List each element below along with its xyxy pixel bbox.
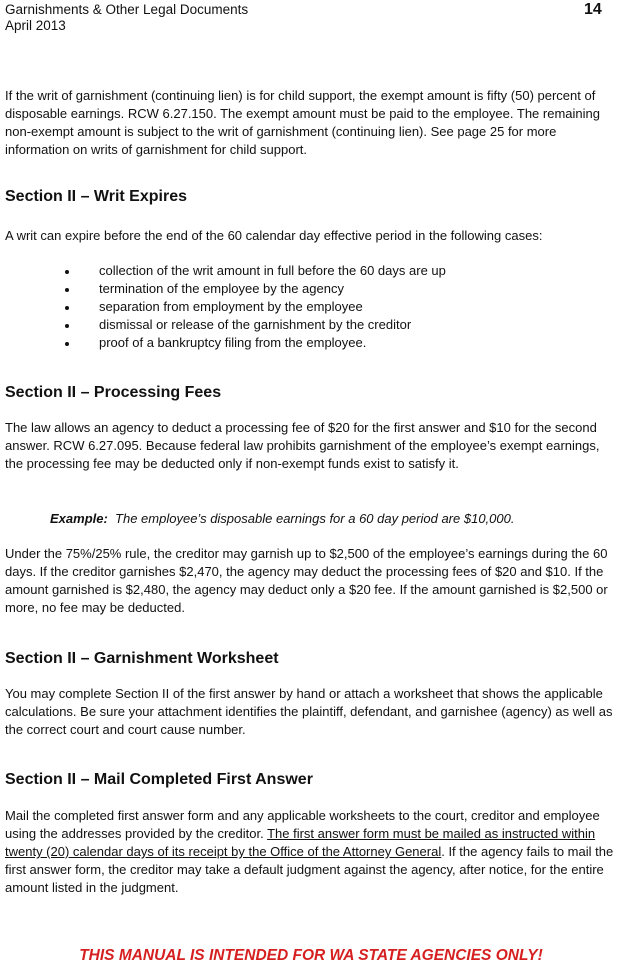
writ-expires-intro-block [5,227,617,245]
example-body: The employee’s disposable earnings for a 60 day period are $10,000. [115,511,515,526]
mail-answer-paragraph [5,807,617,897]
mail-answer-underlined: The first answer form must be mailed as instructed within twenty (20) calendar days of its receipt by the Office of the Attorney General [5,826,596,859]
header-date: April 2013 [5,18,66,33]
example-line [50,510,617,528]
header-title: Garnishments & Other Legal Documents [5,2,249,17]
example-text [50,510,617,528]
list-item: termination of the employee by the agency [0,280,622,298]
section-heading-processing-fees: Section II – Processing Fees [5,384,222,401]
mail-answer-body [5,807,617,897]
processing-fees-paragraph: The law allows an agency to deduct a processing fee of $20 for the first answer and $10 for the second answer. RCW 6.27.095. Because federal law prohibits garnishment of the employee’s exempt earnings, the processing fee may be deducted only if non-exempt funds exist to satisfy it. [5,420,600,471]
worksheet-body [5,685,617,739]
worksheet-section [5,649,617,669]
mail-answer-text-1: Mail the completed first answer form and any applicable worksheets to the court, creditor and employee using the addresses provided by the creditor. [5,808,600,841]
list-item: collection of the writ amount in full before the 60 days are up [0,262,622,280]
page-number: 14 [584,1,602,18]
writ-expires-section [5,187,617,207]
footer-notice: THIS MANUAL IS INTENDED FOR WA STATE AGENCIES ONLY! [79,947,543,964]
list-item: dismissal or release of the garnishment by the creditor [0,316,622,334]
section-heading-writ-expires: Section II – Writ Expires [5,188,187,205]
example-label: Example: [50,511,108,526]
mail-answer-text-2: . If the agency fails to mail the first answer form, the creditor may take a default judgment against the agency, after notice, for the entire amount listed in the judgment. [5,844,614,895]
intro-section [5,87,617,159]
mail-answer-section [5,770,617,790]
list-item: separation from employment by the employee [0,298,622,316]
processing-fees-section [5,383,617,403]
section-heading-mail-answer: Section II – Mail Completed First Answer [5,771,313,788]
section-heading-worksheet: Section II – Garnishment Worksheet [5,650,279,667]
writ-expires-list [0,262,622,352]
list-item: proof of a bankruptcy filing from the employee. [0,334,622,352]
processing-fees-body-2 [5,545,617,617]
worksheet-paragraph: You may complete Section II of the first answer by hand or attach a worksheet that shows the applicable calculations. Be sure your attachment identifies the plaintiff, defendant, and garnishee (agency) as well as the correct court and court cause number. [5,686,613,737]
processing-fees-body [5,419,617,473]
intro-paragraph: If the writ of garnishment (continuing lien) is for child support, the exempt amount is fifty (50) percent of disposable earnings. RCW 6.27.150. The exempt amount must be paid to the employee. The remaining non-exempt amount is subject to the writ of garnishment (continuing lien). See page 25 for more information on writs of garnishment for child support. [5,88,600,157]
processing-fees-paragraph-2: Under the 75%/25% rule, the creditor may garnish up to $2,500 of the employee’s earnings during the 60 days. If the creditor garnishes $2,470, the agency may deduct the processing fees of $20 and $10. If the amount garnished is $2,480, the agency may deduct only a $20 fee. If the amount garnished is $2,500 or more, no fee may be deducted. [5,546,608,615]
writ-expires-intro: A writ can expire before the end of the 60 calendar day effective period in the following cases: [5,228,543,243]
